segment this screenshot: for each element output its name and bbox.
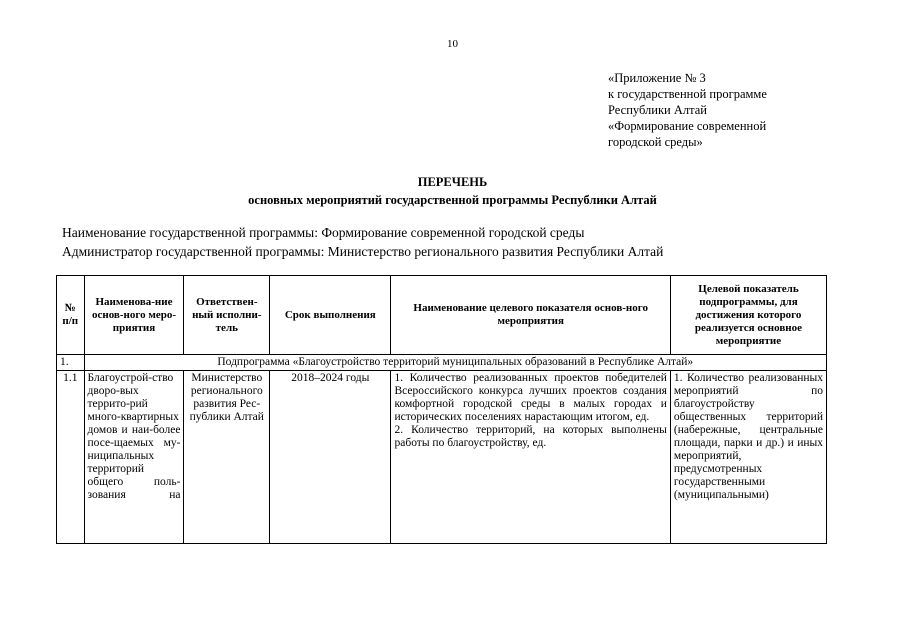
row-indicators <box>391 371 670 544</box>
appendix-line: городской среды» <box>608 135 703 149</box>
title-line-1: ПЕРЕЧЕНЬ <box>417 175 488 189</box>
header-indicator: Наименование целевого показателя основ-ного мероприятия <box>391 276 670 355</box>
header-term: Срок выполнения <box>270 276 391 355</box>
program-admin-line: Администратор государственной программы: Министерство регионального развития Республики Алтай <box>62 244 664 259</box>
program-info <box>62 223 663 261</box>
subprogram-num: 1. <box>57 355 85 371</box>
header-num: № п/п <box>57 276 85 355</box>
measures-table <box>56 275 827 544</box>
document-title <box>0 173 905 209</box>
header-measure: Наименова-ние основ-ного меро-приятия <box>84 276 184 355</box>
subprogram-title: Подпрограмма «Благоустройство территорий муниципальных образований в Республике Алтай» <box>84 355 826 371</box>
title-line-2: основных мероприятий государственной программы Республики Алтай <box>248 193 657 207</box>
row-term: 2018–2024 годы <box>270 371 391 544</box>
table-row <box>57 371 827 544</box>
row-num: 1.1 <box>57 371 85 544</box>
appendix-line: «Приложение № 3 <box>608 71 706 85</box>
appendix-line: к государственной программе <box>608 87 767 101</box>
row-responsible: Министерство регионального развития Рес-публики Алтай <box>184 371 270 544</box>
header-responsible: Ответствен-ный исполни-тель <box>184 276 270 355</box>
row-target: 1. Количество реализованных мероприятий по благоустройству общественных территорий (набережные, центральные площади, парки и др.) и иных мероприятий, предусмотренных государственными (муниципальными) <box>670 371 826 544</box>
subprogram-row <box>57 355 827 371</box>
header-target: Целевой показатель подпрограммы, для достижения которого реализуется основное мероприятие <box>670 276 826 355</box>
page-number: 10 <box>447 38 458 50</box>
program-name-line: Наименование государственной программы: Формирование современной городской среды <box>62 225 585 240</box>
appendix-note <box>608 70 767 150</box>
indicator-2: 2. Количество территорий, на которых выполнены работы по благоустройству, ед. <box>394 424 667 449</box>
appendix-line: Республики Алтай <box>608 103 707 117</box>
row-measure: Благоустрой-ство дворо-вых террито-рий много-квартирных домов и наи-более посе-щаемых му-ниципальных территорий общего поль-зования на <box>84 371 184 544</box>
indicator-1: 1. Количество реализованных проектов победителей Всероссийского конкурса лучших проектов создания комфортной городской среды в малых городах и исторических поселениях нарастающим итогом, ед. <box>394 372 667 423</box>
appendix-line: «Формирование современной <box>608 119 767 133</box>
table-header-row <box>57 276 827 355</box>
